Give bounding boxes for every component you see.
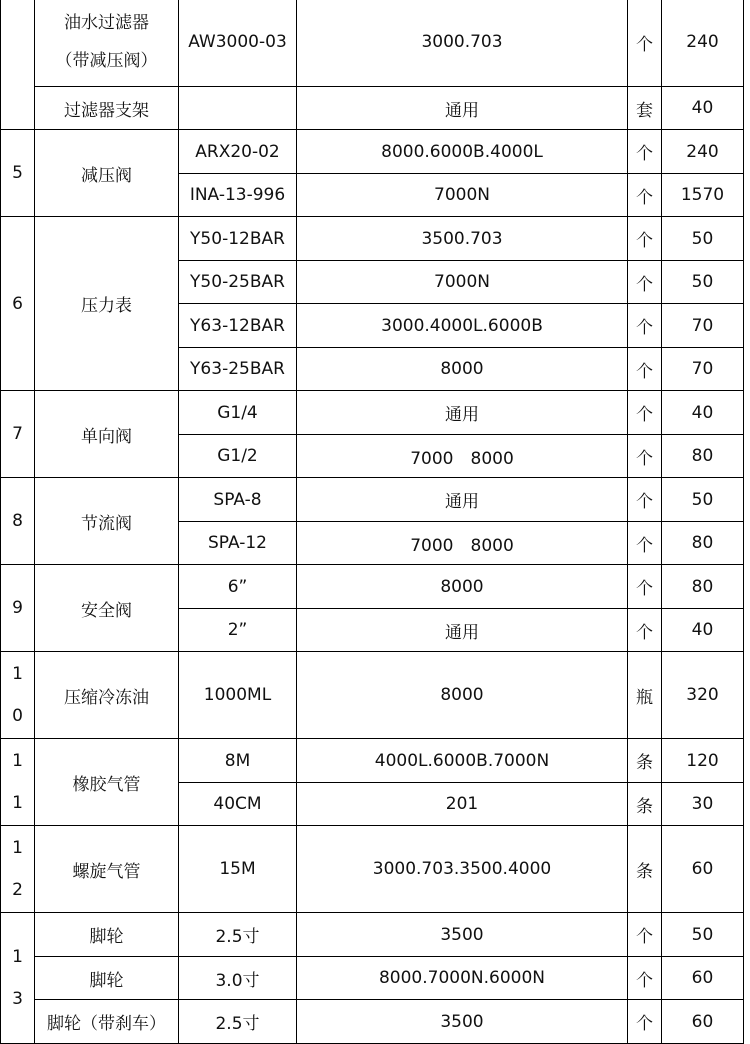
quantity-cell: 40	[662, 391, 744, 435]
quantity-cell: 1570	[662, 174, 744, 217]
item-number-cell: 7	[1, 391, 35, 478]
applicable-models-cell: 8000.6000B.4000L	[297, 130, 628, 174]
applicable-models-cell: 通用	[297, 609, 628, 652]
applicable-models-cell: 3000.4000L.6000B	[297, 304, 628, 348]
unit-cell: 个	[628, 609, 662, 652]
item-number-digit: 1	[12, 664, 23, 684]
quantity-cell: 40	[662, 609, 744, 652]
item-name-cell: 橡胶气管	[35, 739, 179, 826]
model-cell: SPA-12	[179, 522, 297, 565]
quantity-cell: 50	[662, 261, 744, 304]
quantity-cell: 70	[662, 304, 744, 348]
item-name-cell: 脚轮	[35, 913, 179, 957]
item-number-digit: 1	[12, 751, 23, 771]
item-number-digit: 1	[12, 838, 23, 858]
quantity-cell: 40	[662, 87, 744, 130]
model-cell: G1/4	[179, 391, 297, 435]
item-number-digit: 1	[12, 947, 23, 967]
applicable-models-cell: 4000L.6000B.7000N	[297, 739, 628, 783]
unit-cell: 个	[628, 348, 662, 391]
table-row	[1, 739, 744, 783]
table-row	[1, 478, 744, 522]
unit-cell: 条	[628, 783, 662, 826]
model-cell: 8M	[179, 739, 297, 783]
item-name-cell: 单向阀	[35, 391, 179, 478]
model-cell: 2.5寸	[179, 913, 297, 957]
quantity-cell: 60	[662, 826, 744, 913]
item-number-cell	[1, 826, 35, 913]
applicable-models-cell: 3000.703.3500.4000	[297, 826, 628, 913]
item-number-digit: 3	[12, 989, 23, 1009]
model-cell: 2”	[179, 609, 297, 652]
item-number-cell	[1, 739, 35, 826]
applicable-models-cell: 3500.703	[297, 217, 628, 261]
model-cell: Y50-25BAR	[179, 261, 297, 304]
item-number-cell	[1, 913, 35, 1044]
unit-cell: 个	[628, 435, 662, 478]
model-cell: G1/2	[179, 435, 297, 478]
unit-cell: 个	[628, 174, 662, 217]
model-cell: 6”	[179, 565, 297, 609]
unit-cell: 个	[628, 478, 662, 522]
unit-cell: 个	[628, 522, 662, 565]
model-cell: Y63-25BAR	[179, 348, 297, 391]
unit-cell: 条	[628, 739, 662, 783]
quantity-cell: 120	[662, 739, 744, 783]
unit-cell: 个	[628, 261, 662, 304]
item-name-cell: 脚轮（带刹车）	[35, 1000, 179, 1044]
model-cell: 1000ML	[179, 652, 297, 739]
applicable-models-cell: 8000.7000N.6000N	[297, 957, 628, 1000]
unit-cell: 个	[628, 565, 662, 609]
table-row	[1, 87, 744, 130]
table-row	[1, 826, 744, 913]
applicable-models-cell: 7000 8000	[297, 435, 628, 478]
item-number-digit: 1	[12, 793, 23, 813]
unit-cell: 个	[628, 304, 662, 348]
table-row	[1, 565, 744, 609]
applicable-models-cell: 8000	[297, 348, 628, 391]
table-row	[1, 130, 744, 174]
quantity-cell: 240	[662, 130, 744, 174]
item-name-cell: 压缩冷冻油	[35, 652, 179, 739]
table-row	[1, 217, 744, 261]
unit-cell: 个	[628, 130, 662, 174]
model-cell	[179, 87, 297, 130]
item-name-cell: 螺旋气管	[35, 826, 179, 913]
quantity-cell: 70	[662, 348, 744, 391]
quantity-cell: 60	[662, 1000, 744, 1044]
unit-cell: 套	[628, 87, 662, 130]
applicable-models-cell: 3500	[297, 1000, 628, 1044]
table-row	[1, 1000, 744, 1044]
model-cell: 2.5寸	[179, 1000, 297, 1044]
table-row	[1, 957, 744, 1000]
quantity-cell: 50	[662, 217, 744, 261]
item-number-digit: 2	[12, 880, 23, 900]
item-number-cell: 5	[1, 130, 35, 217]
quantity-cell: 30	[662, 783, 744, 826]
unit-cell: 个	[628, 391, 662, 435]
applicable-models-cell: 3000.703	[297, 0, 628, 87]
quantity-cell: 80	[662, 522, 744, 565]
item-number-cell	[1, 652, 35, 739]
unit-cell: 瓶	[628, 652, 662, 739]
model-cell: 15M	[179, 826, 297, 913]
item-number-cell	[1, 0, 35, 130]
unit-cell: 个	[628, 0, 662, 87]
applicable-models-cell: 通用	[297, 87, 628, 130]
model-cell: INA-13-996	[179, 174, 297, 217]
item-name-cell: 节流阀	[35, 478, 179, 565]
applicable-models-cell: 通用	[297, 478, 628, 522]
unit-cell: 个	[628, 957, 662, 1000]
item-name-cell: 安全阀	[35, 565, 179, 652]
model-cell: 3.0寸	[179, 957, 297, 1000]
applicable-models-cell: 7000N	[297, 174, 628, 217]
table-row	[1, 913, 744, 957]
quantity-cell: 60	[662, 957, 744, 1000]
item-name-cell: 减压阀	[35, 130, 179, 217]
applicable-models-cell: 3500	[297, 913, 628, 957]
model-cell: SPA-8	[179, 478, 297, 522]
item-number-cell: 6	[1, 217, 35, 391]
table-row	[1, 391, 744, 435]
item-name-line: 油水过滤器	[64, 13, 149, 33]
item-name-cell	[35, 0, 179, 87]
model-cell: Y63-12BAR	[179, 304, 297, 348]
quantity-cell: 50	[662, 478, 744, 522]
unit-cell: 个	[628, 217, 662, 261]
quantity-cell: 80	[662, 565, 744, 609]
quantity-cell: 320	[662, 652, 744, 739]
applicable-models-cell: 201	[297, 783, 628, 826]
unit-cell: 条	[628, 826, 662, 913]
applicable-models-cell: 7000N	[297, 261, 628, 304]
item-name-line: （带减压阀）	[55, 51, 158, 71]
model-cell: AW3000-03	[179, 0, 297, 87]
quantity-cell: 50	[662, 913, 744, 957]
item-name-cell: 压力表	[35, 217, 179, 391]
table-row	[1, 652, 744, 739]
applicable-models-cell: 8000	[297, 652, 628, 739]
item-name-cell: 脚轮	[35, 957, 179, 1000]
model-cell: Y50-12BAR	[179, 217, 297, 261]
model-cell: ARX20-02	[179, 130, 297, 174]
item-number-cell: 9	[1, 565, 35, 652]
quantity-cell: 240	[662, 0, 744, 87]
model-cell: 40CM	[179, 783, 297, 826]
applicable-models-cell: 8000	[297, 565, 628, 609]
table-row	[1, 0, 744, 87]
unit-cell: 个	[628, 1000, 662, 1044]
item-number-digit: 0	[12, 706, 23, 726]
item-number-cell: 8	[1, 478, 35, 565]
item-name-cell: 过滤器支架	[35, 87, 179, 130]
applicable-models-cell: 7000 8000	[297, 522, 628, 565]
applicable-models-cell: 通用	[297, 391, 628, 435]
quantity-cell: 80	[662, 435, 744, 478]
unit-cell: 个	[628, 913, 662, 957]
